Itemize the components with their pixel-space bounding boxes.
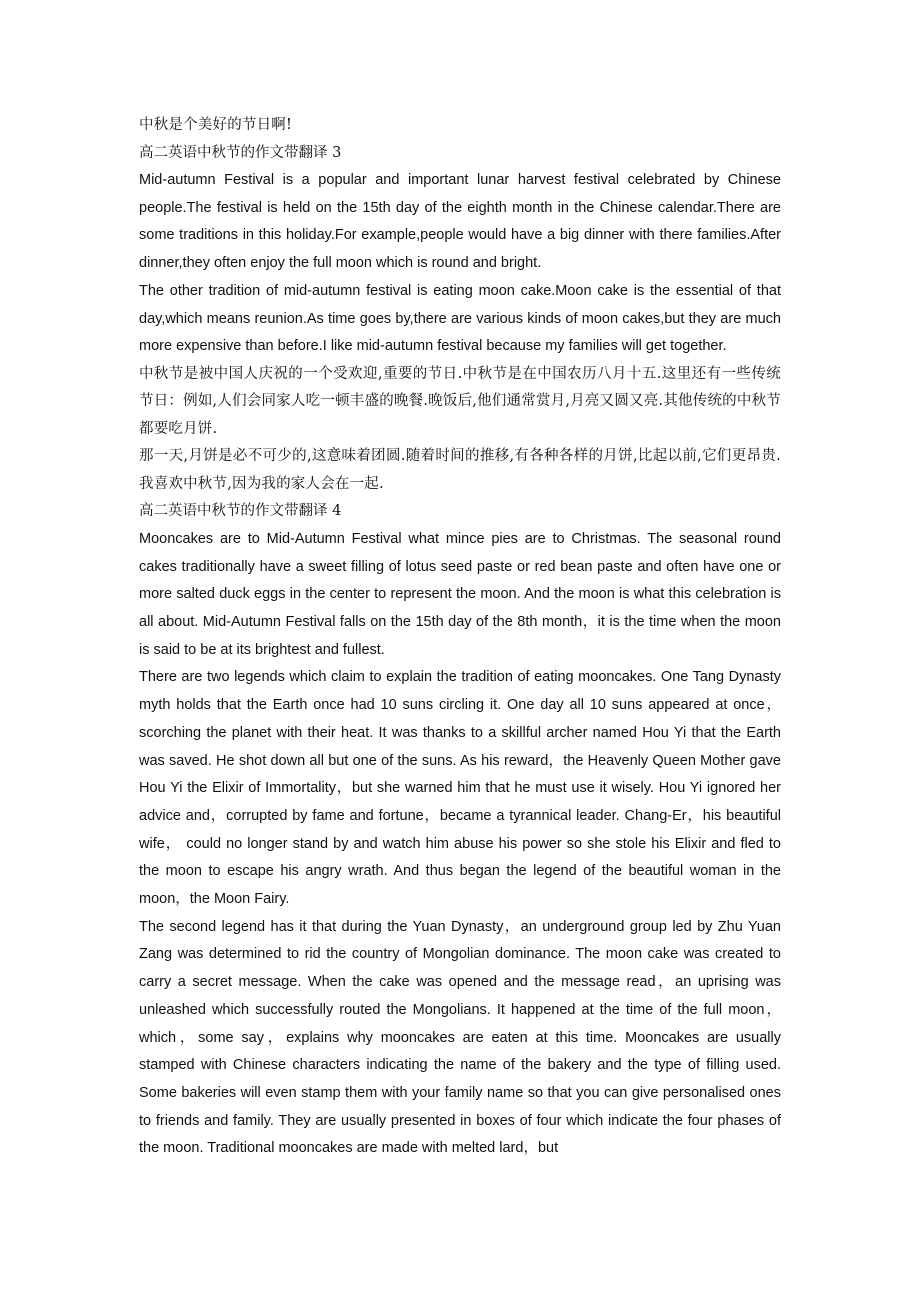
essay-4-heading: 高二英语中秋节的作文带翻译 4 bbox=[139, 503, 342, 520]
essay-3-chinese-paragraph-2: 那一天,月饼是必不可少的,这意味着团圆.随着时间的推移,有各种各样的月饼,比起以前,它们更昂贵.我喜欢中秋节,因为我的家人会在一起. bbox=[139, 448, 781, 492]
intro-line: 中秋是个美好的节日啊! bbox=[139, 117, 293, 133]
essay-3-english-paragraph-2: The other tradition of mid-autumn festival is eating moon cake.Moon cake is the essential of that day,which means reunion.As time goes by,there are various kinds of moon cakes,but they are much more expensive than before.I like mid-autumn festival because my families will get together. bbox=[139, 282, 781, 355]
essay-3-heading: 高二英语中秋节的作文带翻译 3 bbox=[139, 144, 342, 161]
essay-4-english-paragraph-3: The second legend has it that during the Yuan Dynasty，an underground group led by Zhu Yuan Zang was determined to rid the country of Mongolian dominance. The moon cake was created to carry a secret message. When the cake was opened and the message read，an uprising was unleashed which successfully routed the Mongolians. It happened at the time of the full moon，which，some say，explains why mooncakes are eaten at this time. Mooncakes are usually stamped with Chinese characters indicating the name of the bakery and the type of filling used. Some bakeries will even stamp them with your family name so that you can give personalised ones to friends and family. They are usually presented in boxes of four which indicate the four phases of the moon. Traditional mooncakes are made with melted lard，but bbox=[139, 918, 781, 1157]
document-body bbox=[139, 112, 781, 1163]
essay-4-english-paragraph-1: Mooncakes are to Mid-Autumn Festival what mince pies are to Christmas. The seasonal round cakes traditionally have a sweet filling of lotus seed paste or red bean paste and often have one or more salted duck eggs in the center to represent the moon. And the moon is what this celebration is all about. Mid-Autumn Festival falls on the 15th day of the 8th month，it is the time when the moon is said to be at its brightest and fullest. bbox=[139, 530, 781, 658]
essay-4-english-paragraph-2: There are two legends which claim to explain the tradition of eating mooncakes. One Tang Dynasty myth holds that the Earth once had 10 suns circling it. One day all 10 suns appeared at once，scorching the planet with their heat. It was thanks to a skillful archer named Hou Yi that the Earth was saved. He shot down all but one of the suns. As his reward，the Heavenly Queen Mother gave Hou Yi the Elixir of Immortality，but she warned him that he must use it wisely. Hou Yi ignored her advice and，corrupted by fame and fortune，became a tyrannical leader. Chang-Er，his beautiful wife， could no longer stand by and watch him abuse his power so she stole his Elixir and fled to the moon to escape his angry wrath. And thus began the legend of the beautiful woman in the moon，the Moon Fairy. bbox=[139, 669, 781, 908]
essay-3-chinese-paragraph-1: 中秋节是被中国人庆祝的一个受欢迎,重要的节日.中秋节是在中国农历八月十五.这里还有一些传统节日：例如,人们会同家人吃一顿丰盛的晚餐.晚饭后,他们通常赏月,月亮又圆又亮.其他传统的中秋节都要吃月饼. bbox=[139, 365, 781, 437]
essay-3-english-paragraph-1: Mid-autumn Festival is a popular and important lunar harvest festival celebrated by Chinese people.The festival is held on the 15th day of the eighth month in the Chinese calendar.There are some traditions in this holiday.For example,people would have a big dinner with there families.After dinner,they often enjoy the full moon which is round and bright. bbox=[139, 172, 781, 272]
